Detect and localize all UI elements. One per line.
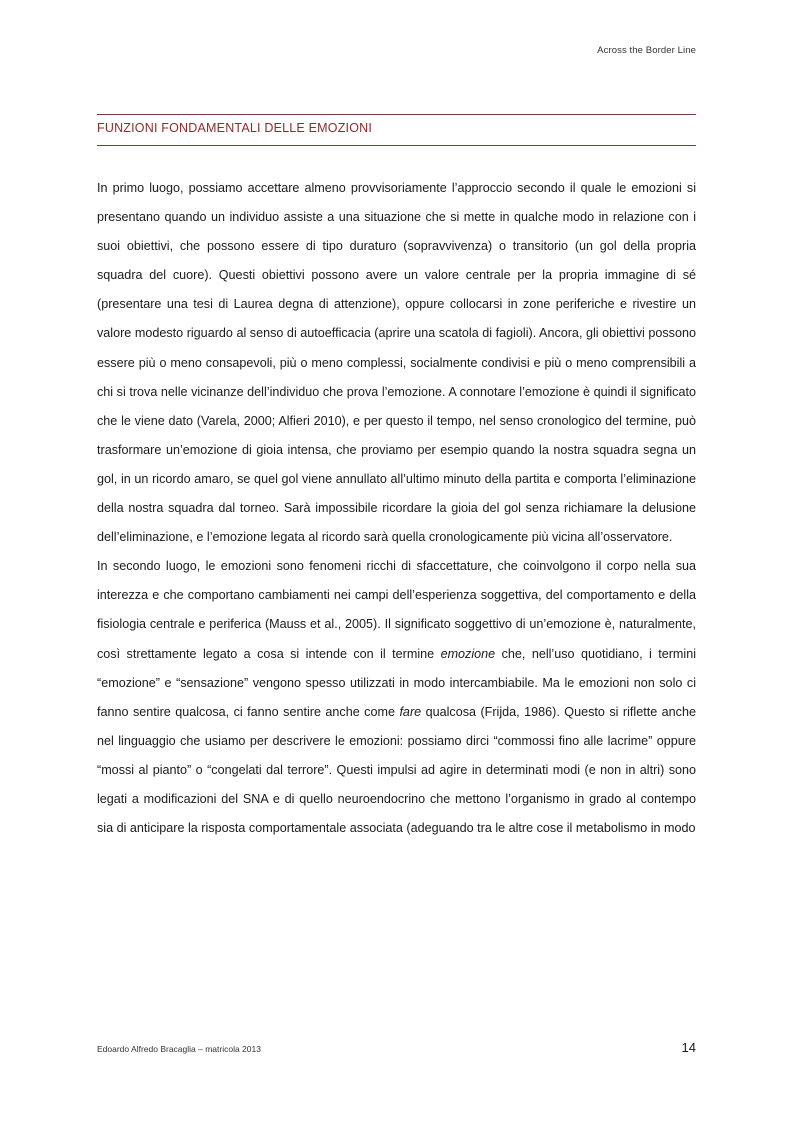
paragraph-2-part-3: qualcosa (Frijda, 1986). Questo si riflette anche nel linguaggio che usiamo per descrivere le emozioni: possiamo dirci “commossi fino alle lacrime” oppure “mossi al pianto” o “congelati dal terrore”. Questi impulsi ad agire in determinati modi (e non in altri) sono legati a modificazioni del SNA e di quello neuroendocrino che mettono l’organismo in grado al contempo sia di anticipare la risposta comportamentale associata (adeguando tra le altre cose il metabolismo in modo [97,704,696,836]
paragraph-2 [97,552,696,843]
paragraph-1: In primo luogo, possiamo accettare almeno provvisoriamente l’approccio secondo il quale le emozioni si presentano quando un individuo assiste a una situazione che si mette in qualche modo in relazione con i suoi obiettivi, che possono essere di tipo duraturo (sopravvivenza) o transitorio (un gol della propria squadra del cuore). Questi obiettivi possono avere un valore centrale per la propria immagine di sé (presentare una tesi di Laurea degna di attenzione), oppure collocarsi in zone periferiche e rivestire un valore modesto riguardo al senso di autoefficacia (aprire una scatola di fagioli). Ancora, gli obiettivi possono essere più o meno consapevoli, più o meno complessi, socialmente condivisi e più o meno comprensibili a chi si trova nelle vicinanze dell’individuo che prova l’emozione. A connotare l’emozione è quindi il significato che le viene dato (Varela, 2000; Alfieri 2010), e per questo il tempo, nel senso cronologico del termine, può trasformare un’emozione di gioia intensa, che proviamo per esempio quando la nostra squadra segna un gol, in un ricordo amaro, se quel gol viene annullato all’ultimo minuto della partita e comporta l’eliminazione della nostra squadra dal torneo. Sarà impossibile ricordare la gioia del gol senza richiamare la delusione dell’eliminazione, e l’emozione legata al ricordo sarà quella cronologicamente più vicina all’osservatore. [97,181,696,545]
section-rule-bottom [97,145,696,146]
body-text [97,174,696,843]
paragraph-2-part-1: In secondo luogo, le emozioni sono fenomeni ricchi di sfaccettature, che coinvolgono il corpo nella sua interezza e che comportano cambiamenti nei campi dell’esperienza soggettiva, del comportamento e della fisiologia centrale e periferica (Mauss et al., 2005). Il significato soggettivo di un’emozione è, naturalmente, così strettamente legato a cosa si intende con il termine [97,559,696,661]
section-rule-top [97,114,696,115]
running-header: Across the Border Line [597,45,696,56]
page-number: 14 [681,1040,696,1055]
footer-author: Edoardo Alfredo Bracaglia – matricola 2013 [97,1044,261,1054]
emphasis-fare: fare [399,704,422,719]
paragraph-2-part-2: che, nell’uso quotidiano, i termini “emozione” e “sensazione” vengono spesso utilizzati in modo intercambiabile. Ma le emozioni non solo ci fanno sentire qualcosa, ci fanno sentire anche come [97,646,697,719]
section-title: FUNZIONI FONDAMENTALI DELLE EMOZIONI [97,121,373,135]
emphasis-emozione: emozione [440,646,496,661]
